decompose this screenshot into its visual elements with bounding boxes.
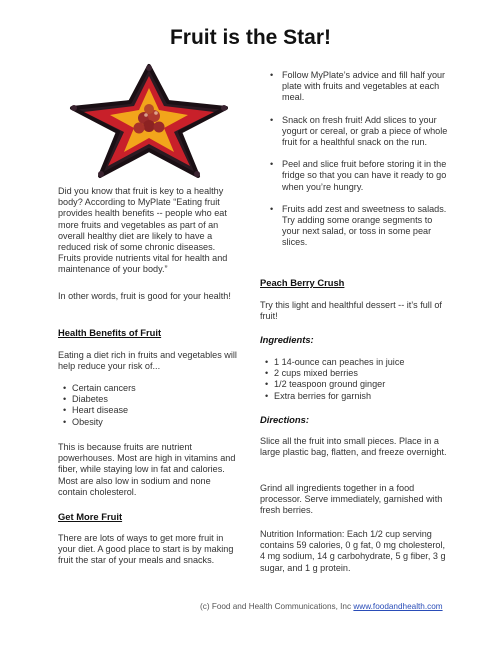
list-item: • Follow MyPlate’s advice and fill half your plate with fruits and vegetables at each meal.	[260, 70, 450, 104]
fruit-star-dessert-photo	[58, 62, 240, 180]
ingredients-heading: Ingredients:	[260, 334, 314, 345]
tips-list	[260, 70, 450, 260]
health-benefits-heading: Health Benefits of Fruit	[58, 327, 162, 338]
list-item: • Extra berries for garnish	[260, 391, 450, 402]
powerhouses-paragraph: This is because fruits are nutrient powerhouses. Most are high in vitamins and fiber, while staying low in fat and calories. Most are also low in sodium and none contain cholesterol.	[58, 442, 236, 497]
direction-step-2: Grind all ingredients together in a food processor. Serve immediately, garnished with fresh berries.	[260, 483, 443, 516]
footer-copyright: (c) Food and Health Communications, Inc	[200, 602, 352, 611]
footer	[200, 602, 443, 611]
footer-link[interactable]: www.foodandhealth.com	[353, 602, 443, 611]
list-item: • 2 cups mixed berries	[260, 368, 450, 379]
ingredients-list	[260, 357, 450, 402]
nutrition-info: Nutrition Information: Each 1/2 cup serving contains 59 calories, 0 g fat, 0 mg cholesterol, 4 mg sodium, 14 g carbohydrate, 5 g fiber, 3 g sugar, and 1 g protein.	[260, 529, 446, 573]
list-item: • Snack on fresh fruit! Add slices to your yogurt or cereal, or grab a piece of whole fruit for a healthful snack on the run.	[260, 115, 450, 149]
recipe-intro: Try this light and healthful dessert -- it’s full of fruit!	[260, 300, 442, 322]
recipe-heading: Peach Berry Crush	[260, 277, 345, 288]
benefits-paragraph: Eating a diet rich in fruits and vegetables will help reduce your risk of...	[58, 350, 237, 372]
list-item: • 1/2 teaspoon ground ginger	[260, 379, 450, 390]
directions-heading: Directions:	[260, 414, 309, 425]
page-title: Fruit is the Star!	[169, 26, 332, 49]
direction-step-1: Slice all the fruit into small pieces. Place in a large plastic bag, flatten, and freeze overnight.	[260, 436, 447, 458]
risk-list	[58, 383, 240, 428]
other-words-paragraph: In other words, fruit is good for your health!	[58, 291, 231, 301]
more-fruit-paragraph: There are lots of ways to get more fruit in your diet. A good place to start is by making fruit the star of your meals and snacks.	[58, 533, 234, 566]
list-item: • Diabetes	[58, 394, 240, 405]
get-more-fruit-heading: Get More Fruit	[58, 511, 123, 522]
list-item: • Fruits add zest and sweetness to salads. Try adding some orange segments to your next salad, or toss in some pear slices.	[260, 204, 450, 249]
intro-paragraph: Did you know that fruit is key to a healthy body? According to MyPlate “Eating fruit provides health benefits -- people who eat more fruits and vegetables as part of an overall healthy diet are likely to have a reduced risk of some chronic diseases. Fruits provide nutrients vital for health and maintenance of your body.”	[58, 186, 228, 275]
list-item: • Peel and slice fruit before storing it in the fridge so that you can have it ready to go when you’re hungry.	[260, 159, 450, 193]
list-item: • Certain cancers	[58, 383, 240, 394]
list-item: • Obesity	[58, 417, 240, 428]
list-item: • 1 14-ounce can peaches in juice	[260, 357, 450, 368]
list-item: • Heart disease	[58, 405, 240, 416]
